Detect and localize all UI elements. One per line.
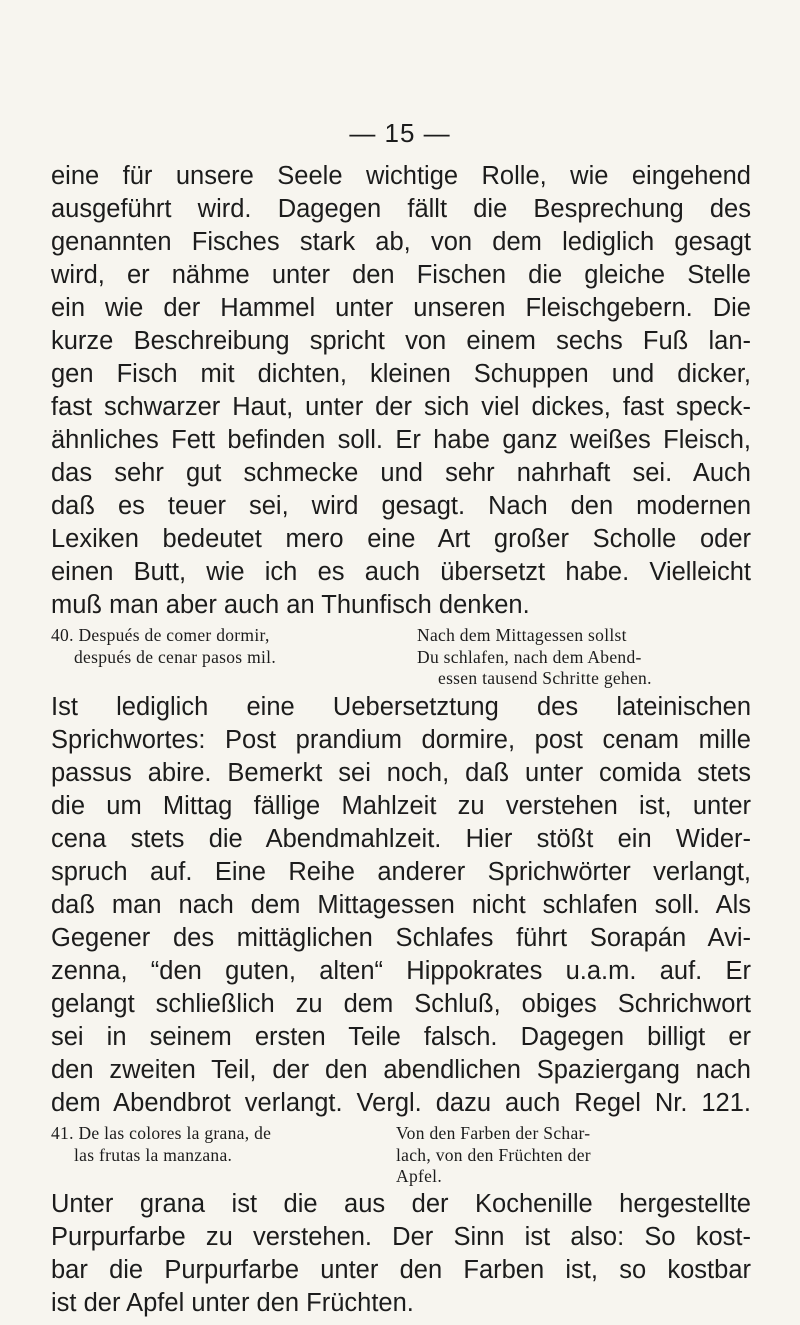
text-line: muß man aber auch an Thunfisch denken. (51, 591, 530, 619)
text-line: bar die Purpurfarbe unter den Farben ist, so kostbar (51, 1256, 751, 1284)
text-line: dem Abendbrot verlangt. Vergl. dazu auch Regel Nr. 121. (51, 1089, 751, 1117)
proverb-line: después de cenar pasos mil. (74, 646, 277, 667)
text-line: Purpurfarbe zu verstehen. Der Sinn ist also: So kost- (51, 1223, 751, 1251)
proverb-line: Du schlafen, nach dem Abend- (417, 646, 642, 667)
proverb-line: Von den Farben der Schar- (396, 1123, 591, 1143)
proverb-line: 41. De las colores la grana, de (51, 1123, 272, 1143)
proverb-line: Nach dem Mittagessen sollst (417, 625, 627, 645)
text-line: daß es teuer sei, wird gesagt. Nach den modernen (51, 492, 751, 520)
proverb-line: 40. Después de comer dormir, (51, 625, 270, 645)
text-line: ist der Apfel unter den Früchten. (51, 1289, 414, 1317)
text-line: genannten Fisches stark ab, von dem lediglich gesagt (51, 228, 751, 256)
page-number: — 15 — (349, 118, 451, 148)
text-line: daß man nach dem Mittagessen nicht schlafen soll. Als (51, 891, 751, 919)
text-line: das sehr gut schmecke und sehr nahrhaft sei. Auch (51, 459, 751, 487)
text-line: gen Fisch mit dichten, kleinen Schuppen und dicker, (51, 360, 751, 388)
paragraph-3 (51, 1188, 751, 1320)
text-line: kurze Beschreibung spricht von einem sechs Fuß lan- (51, 327, 751, 355)
proverb-40 (51, 625, 751, 691)
text-line: ähnliches Fett befinden soll. Er habe ganz weißes Fleisch, (51, 426, 751, 454)
text-line: zenna, “den guten, alten“ Hippokrates u.a.m. auf. Er (51, 957, 751, 985)
proverb-line: las frutas la manzana. (74, 1144, 233, 1165)
proverb-line: Apfel. (396, 1166, 443, 1186)
text-line: Ist lediglich eine Uebersetztung des lateinischen (51, 693, 751, 721)
text-line: Unter grana ist die aus der Kochenille hergestellte (51, 1190, 751, 1218)
text-line: die um Mittag fällige Mahlzeit zu verstehen ist, unter (51, 792, 751, 820)
text-line: einen Butt, wie ich es auch übersetzt habe. Vielleicht (51, 558, 751, 586)
text-line: sei in seinem ersten Teile falsch. Dagegen billigt er (51, 1023, 751, 1051)
text-line: Lexiken bedeutet mero eine Art großer Scholle oder (51, 525, 751, 553)
text-line: gelangt schließlich zu dem Schluß, obiges Schrichwort (51, 990, 751, 1018)
proverb-line: lach, von den Früchten der (396, 1144, 591, 1165)
text-line: Sprichwortes: Post prandium dormire, post cenam mille (51, 726, 751, 754)
proverb-40-spanish (51, 625, 351, 668)
proverb-line: essen tausend Schritte gehen. (438, 668, 652, 688)
text-line: den zweiten Teil, der den abendlichen Spaziergang nach (51, 1056, 751, 1084)
text-line: eine für unsere Seele wichtige Rolle, wie eingehend (51, 162, 751, 190)
text-line: spruch auf. Eine Reihe anderer Sprichwörter verlangt, (51, 858, 751, 886)
proverb-40-german (417, 625, 751, 690)
text-line: passus abire. Bemerkt sei noch, daß unter comida stets (51, 759, 751, 787)
proverb-41 (51, 1123, 751, 1189)
text-line: ein wie der Hammel unter unseren Fleischgebern. Die (51, 294, 751, 322)
text-line: wird, er nähme unter den Fischen die gleiche Stelle (51, 261, 751, 289)
proverb-41-spanish (51, 1123, 351, 1166)
text-line: Gegener des mittäglichen Schlafes führt Sorapán Avi- (51, 924, 751, 952)
paragraph-2 (51, 691, 751, 1120)
text-line: fast schwarzer Haut, unter der sich viel dickes, fast speck- (51, 393, 751, 421)
proverb-41-german (396, 1123, 751, 1188)
paragraph-1 (51, 160, 751, 622)
text-line: ausgeführt wird. Dagegen fällt die Besprechung des (51, 195, 751, 223)
text-line: cena stets die Abendmahlzeit. Hier stößt ein Wider- (51, 825, 751, 853)
